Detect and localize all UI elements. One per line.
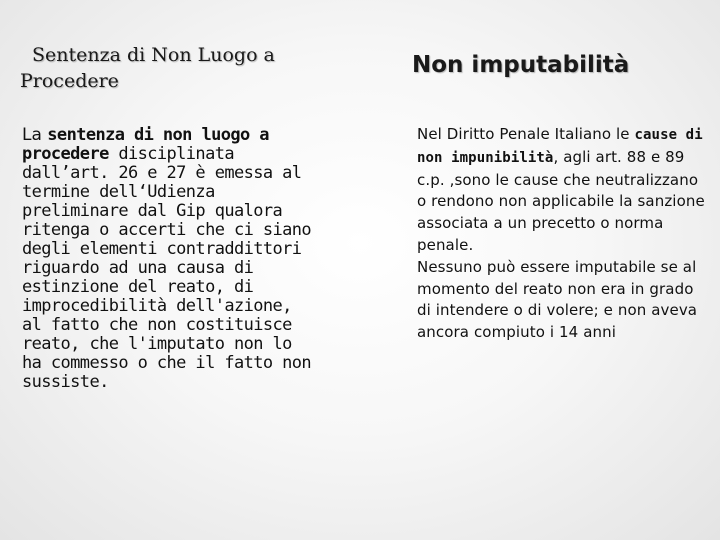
right-paragraph-1 [417, 124, 707, 257]
left-title [20, 42, 320, 94]
right-body-text [417, 124, 707, 344]
right-title: Non imputabilità [412, 52, 630, 78]
right-p1-bold: cause di non impunibilità [417, 127, 703, 166]
left-body-lead: La [22, 125, 48, 145]
right-p1-b: , agli art. 88 e 89 c.p. ,sono le cause che neutralizzano o rendono non applicabile la sanzione associata a un precetto o norma penale. [417, 147, 705, 254]
right-p1-a: Nel Diritto Penale Italiano le [417, 125, 635, 143]
left-title-line2: Procedere [20, 70, 119, 92]
left-body-text [22, 126, 312, 392]
left-title-line1: Sentenza di Non Luogo a [32, 44, 275, 66]
left-body-bold: sentenza di non luogo a procedere [22, 125, 269, 164]
left-body-rest: disciplinata dall’art. 26 e 27 è emessa al termine dell‘Udienza preliminare dal Gip qualora ritenga o accerti che ci siano degli elementi contraddittori riguardo ad una causa di estinzione del reato, di improcedibilità dell'azione, al fatto che non costituisce reato, che l'imputato non lo ha commesso o che il fatto non sussiste. [22, 144, 312, 392]
right-paragraph-2: Nessuno può essere imputabile se al momento del reato non era in grado di intendere o di volere; e non aveva ancora compiuto i 14 anni [417, 257, 698, 342]
